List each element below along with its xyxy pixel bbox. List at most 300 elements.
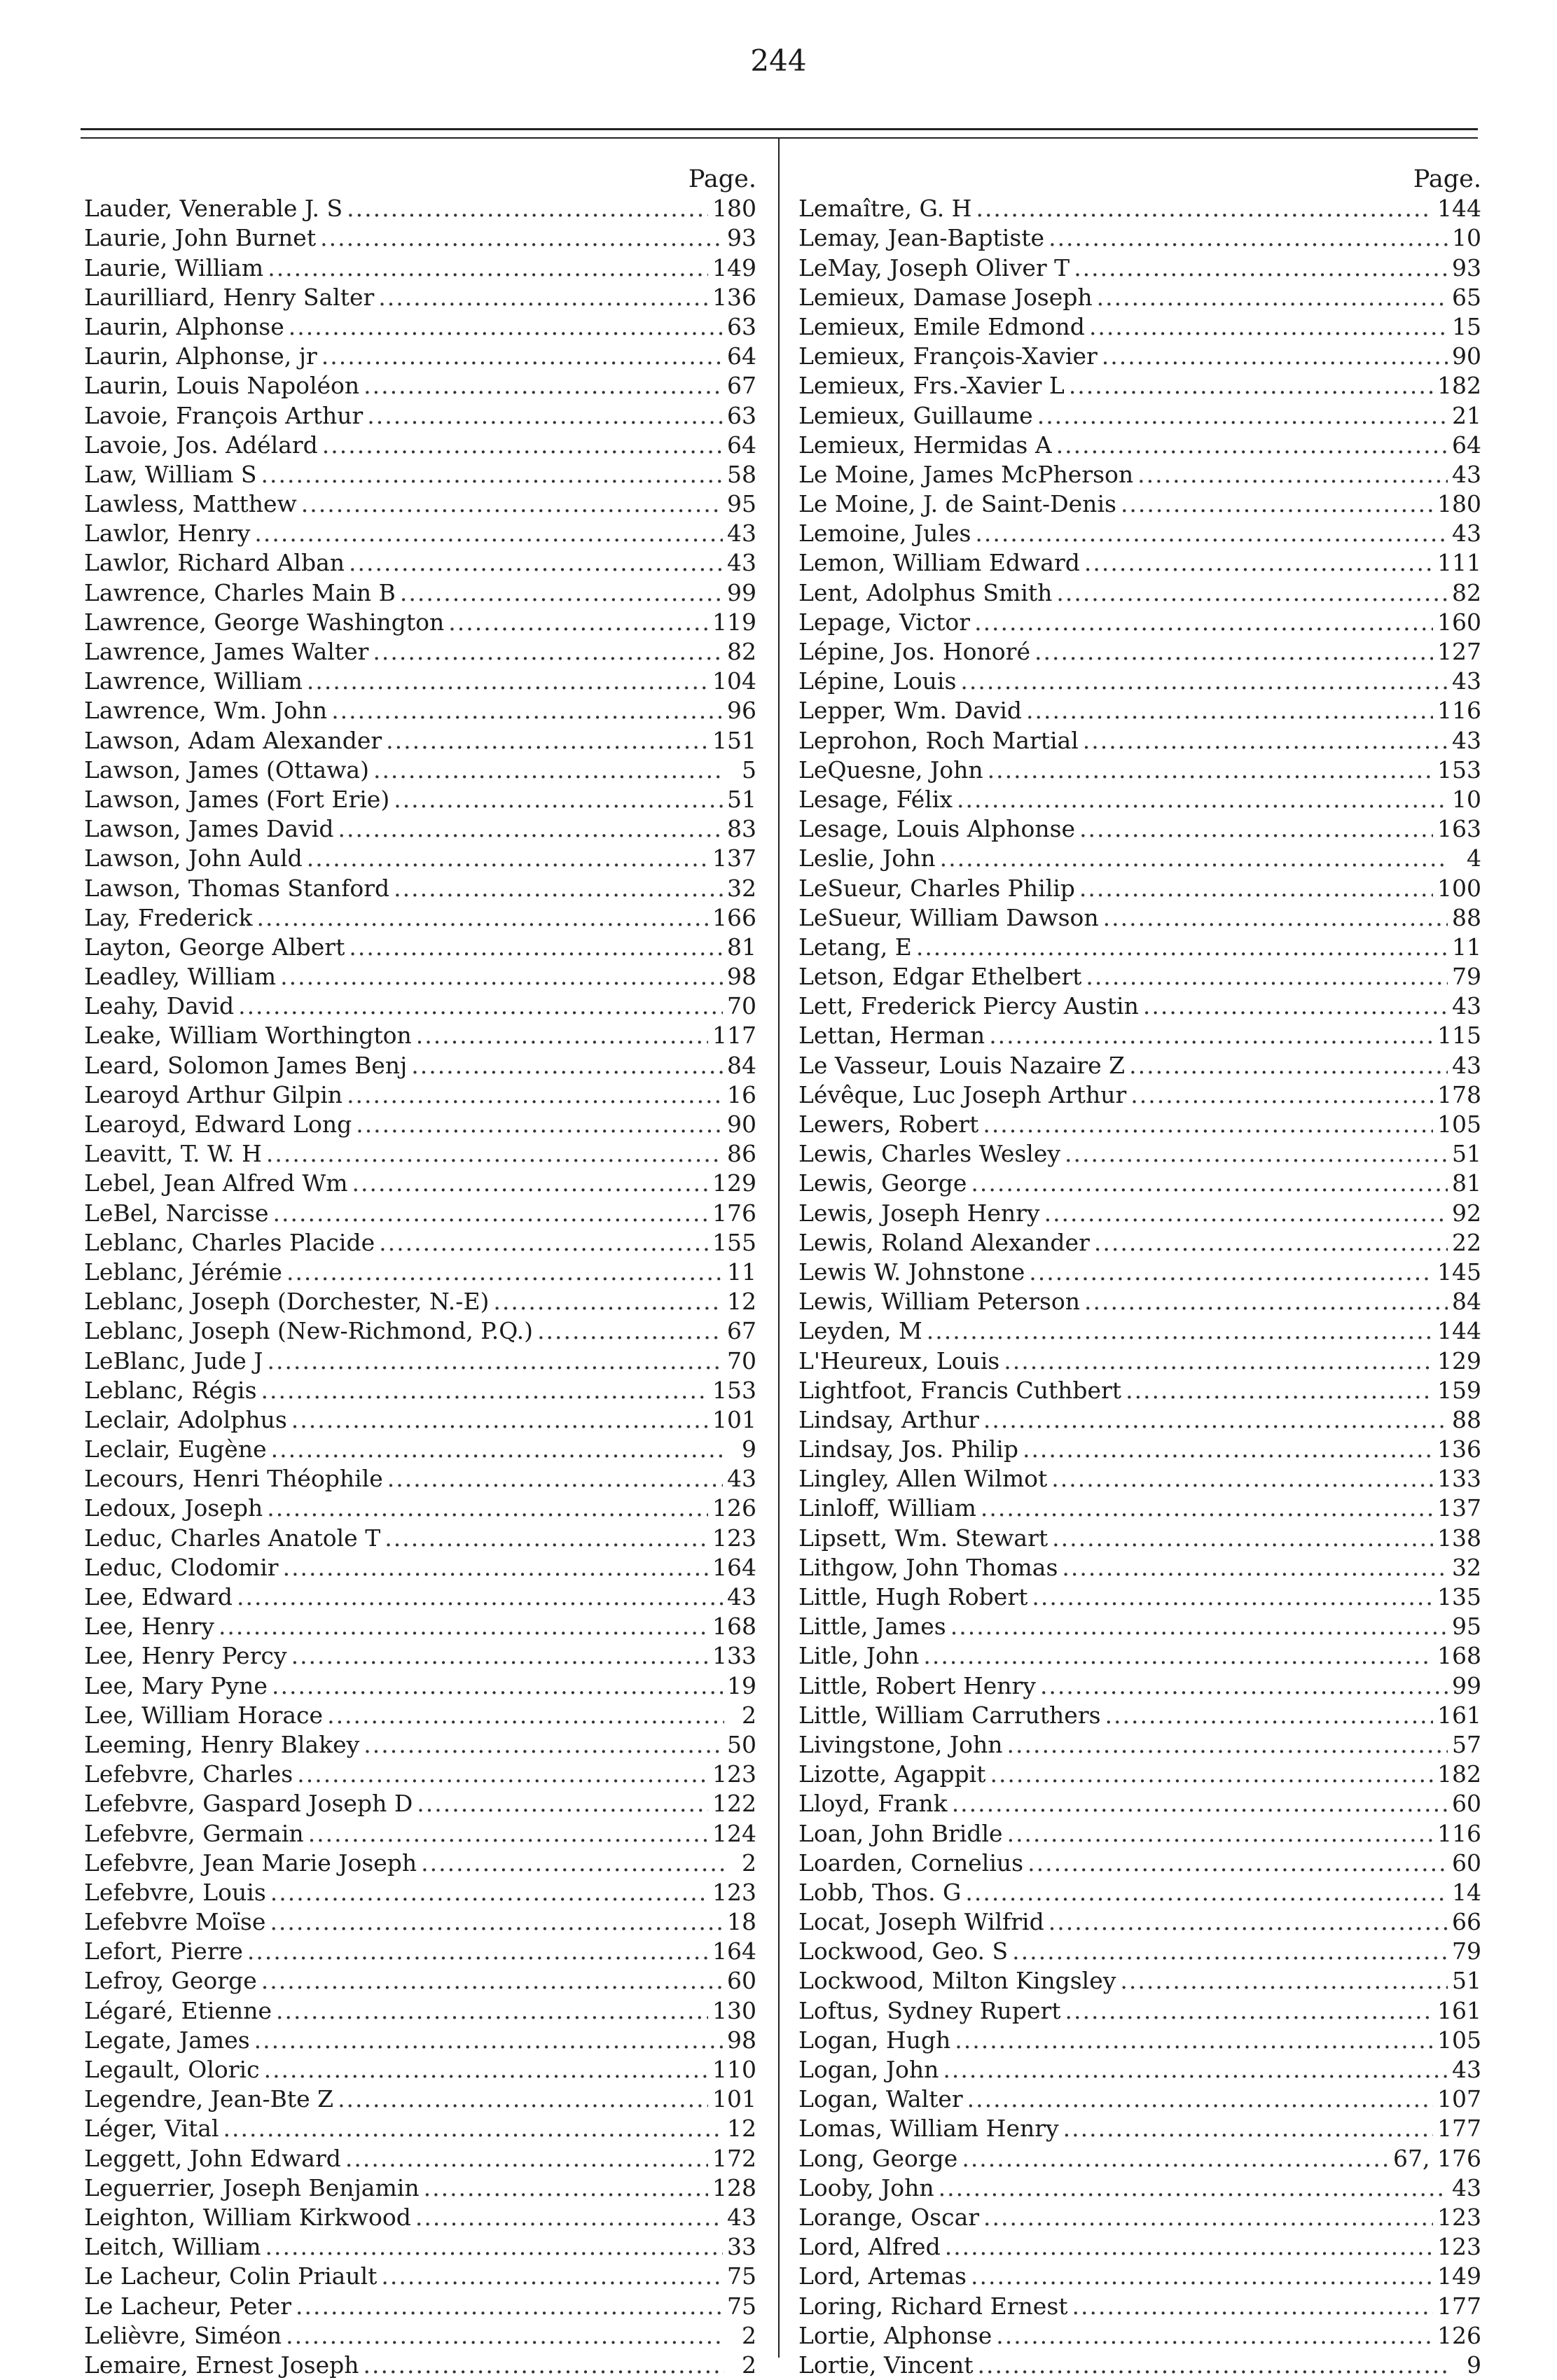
entry-page: 93 (1452, 253, 1481, 281)
index-entry (84, 431, 756, 460)
entry-name: Logan, Walter (798, 2085, 963, 2113)
entry-name: Lefebvre, Jean Marie Joseph (84, 1849, 417, 1877)
dot-leader (266, 1139, 723, 1169)
dot-leader (356, 1110, 723, 1139)
dot-leader (257, 903, 709, 933)
dot-leader (238, 991, 723, 1021)
entry-name: Lawson, James David (84, 815, 334, 843)
entry-name: Lefebvre, Louis (84, 1878, 266, 1906)
entry-name: Lawrence, William (84, 667, 303, 695)
entry-name: Layton, George Albert (84, 933, 345, 961)
entry-page: 67 (727, 1317, 756, 1345)
entry-page: 66 (1452, 1908, 1481, 1936)
dot-leader (989, 1021, 1433, 1050)
index-entry (798, 962, 1481, 991)
index-entry (84, 1199, 756, 1228)
index-entry (84, 1139, 756, 1169)
index-entry (798, 2026, 1481, 2055)
index-entry (798, 283, 1481, 312)
dot-leader (983, 1405, 1448, 1435)
dot-leader (1072, 2292, 1433, 2321)
entry-page: 14 (1452, 1878, 1481, 1906)
dot-leader (1137, 460, 1448, 489)
dot-leader (291, 1641, 708, 1671)
index-entry (798, 2351, 1481, 2380)
entry-name: Leblanc, Charles Placide (84, 1228, 375, 1256)
entry-name: Lawson, James (Fort Erie) (84, 785, 390, 813)
entry-page: 43 (1452, 992, 1481, 1020)
entry-page: 90 (727, 1111, 756, 1138)
entry-page: 43 (1452, 520, 1481, 548)
dot-leader (1037, 401, 1448, 431)
entry-page: 95 (727, 490, 756, 518)
entry-page: 180 (1437, 490, 1481, 518)
entry-name: Lee, Mary Pyne (84, 1671, 268, 1699)
entry-name: Lewers, Robert (798, 1111, 979, 1138)
index-entry (84, 2203, 756, 2232)
entry-name: Lobb, Thos. G (798, 1878, 962, 1906)
entry-page: 22 (1452, 1228, 1481, 1256)
entry-page: 119 (712, 608, 756, 636)
entry-page: 2 (742, 2351, 756, 2379)
entry-name: Little, Robert Henry (798, 1671, 1036, 1699)
index-entry (84, 2055, 756, 2085)
index-entry (84, 1316, 756, 1346)
entry-name: Leavitt, T. W. H (84, 1140, 262, 1168)
dot-leader (971, 2262, 1433, 2291)
index-entry (84, 991, 756, 1021)
entry-page: 98 (727, 2026, 756, 2054)
index-entry (84, 253, 756, 283)
dot-leader (386, 726, 708, 756)
entry-page: 104 (712, 667, 756, 695)
entry-name: Leard, Solomon James Benj (84, 1051, 408, 1079)
entry-page: 151 (712, 726, 756, 754)
entry-page: 83 (727, 815, 756, 843)
index-entry (798, 460, 1481, 489)
index-entry (798, 1110, 1481, 1139)
index-entry (84, 1051, 756, 1080)
entry-page: 12 (727, 2115, 756, 2143)
index-entry (84, 519, 756, 548)
dot-leader (268, 1346, 724, 1376)
entry-page: 110 (712, 2056, 756, 2083)
dot-leader (1056, 431, 1448, 460)
entry-page: 67 (727, 372, 756, 400)
index-entry (84, 756, 756, 785)
index-entry (84, 1228, 756, 1258)
entry-name: Legault, Oloric (84, 2056, 260, 2083)
entry-page: 161 (1437, 1996, 1481, 2024)
entry-page: 79 (1452, 1937, 1481, 1965)
index-entry (84, 2262, 756, 2291)
dot-leader (1097, 283, 1448, 312)
index-entry (798, 785, 1481, 814)
left-index-list (84, 194, 756, 2380)
entry-page: 155 (712, 1228, 756, 1256)
entry-name: Lefebvre, Charles (84, 1760, 293, 1788)
dot-leader (1074, 253, 1448, 283)
entry-name: Lawrence, George Washington (84, 608, 445, 636)
entry-name: Leadley, William (84, 963, 277, 991)
dot-leader (254, 519, 723, 548)
entry-name: Lee, William Horace (84, 1701, 324, 1729)
index-entry (84, 1996, 756, 2026)
dot-leader (286, 2321, 724, 2351)
index-entry (84, 1878, 756, 1907)
dot-leader (394, 874, 723, 903)
index-entry (84, 1524, 756, 1553)
index-entry (84, 1258, 756, 1287)
entry-name: LeBlanc, Jude J (84, 1346, 263, 1375)
entry-name: LeSueur, Charles Philip (798, 874, 1075, 902)
entry-page: 129 (712, 1169, 756, 1197)
dot-leader (320, 223, 723, 253)
dot-leader (493, 1287, 723, 1316)
entry-name: Lawlor, Richard Alban (84, 549, 345, 577)
entry-name: Lawson, Adam Alexander (84, 726, 382, 754)
index-entry (798, 637, 1481, 667)
entry-name: Lepage, Victor (798, 608, 971, 636)
entry-name: Lemon, William Edward (798, 549, 1080, 577)
dot-leader (307, 667, 708, 696)
entry-name: Leeming, Henry Blakey (84, 1730, 360, 1758)
entry-name: Lorange, Oscar (798, 2203, 980, 2231)
dot-leader (347, 1080, 723, 1110)
index-entry (84, 785, 756, 814)
dot-leader (940, 844, 1449, 873)
dot-leader (394, 785, 723, 814)
dot-leader (321, 342, 723, 371)
index-entry (798, 342, 1481, 371)
index-entry (798, 253, 1481, 283)
index-entry (798, 991, 1481, 1021)
dot-leader (1094, 1228, 1448, 1258)
entry-page: 88 (1452, 1405, 1481, 1433)
index-entry (84, 1612, 756, 1641)
entry-page: 138 (1437, 1524, 1481, 1552)
entry-page: 137 (712, 844, 756, 872)
dot-leader (1051, 1464, 1433, 1494)
index-entry (798, 1464, 1481, 1494)
entry-name: Lortie, Vincent (798, 2351, 974, 2379)
index-entry (798, 2292, 1481, 2321)
entry-page: 2 (742, 1701, 756, 1729)
index-entry (798, 1907, 1481, 1937)
dot-leader (1084, 1287, 1448, 1316)
dot-leader (960, 667, 1448, 696)
entry-name: Lemaire, Ernest Joseph (84, 2351, 359, 2379)
dot-leader (1103, 903, 1448, 933)
entry-name: Le Lacheur, Colin Priault (84, 2262, 378, 2290)
entry-page: 159 (1437, 1376, 1481, 1404)
index-entry (84, 1582, 756, 1612)
index-entry (798, 1671, 1481, 1701)
dot-leader (271, 1435, 724, 1464)
dot-leader (349, 548, 723, 578)
entry-page: 84 (727, 1051, 756, 1079)
dot-leader (261, 1966, 723, 1996)
entry-name: Lockwood, Milton Kingsley (798, 1967, 1116, 1995)
dot-leader (308, 1819, 708, 1849)
entry-name: Laurilliard, Henry Salter (84, 283, 375, 311)
index-entry (84, 401, 756, 431)
entry-name: Little, James (798, 1613, 946, 1641)
entry-page: 70 (727, 1346, 756, 1375)
index-entry (798, 1582, 1481, 1612)
entry-name: Lee, Henry Percy (84, 1642, 287, 1670)
index-entry (798, 1612, 1481, 1641)
entry-page: 100 (1437, 874, 1481, 902)
entry-name: Lawrence, Wm. John (84, 697, 328, 725)
index-entry (798, 1641, 1481, 1671)
dot-leader (983, 1110, 1433, 1139)
entry-page: 75 (727, 2292, 756, 2320)
entry-name: Lemoine, Jules (798, 520, 971, 548)
dot-leader (400, 578, 723, 608)
dot-leader (291, 1405, 708, 1435)
index-entry (84, 2351, 756, 2380)
entry-name: Lewis W. Johnstone (798, 1258, 1025, 1286)
index-entry (798, 1051, 1481, 1080)
entry-page: 164 (712, 1937, 756, 1965)
entry-name: Leggett, John Edward (84, 2144, 341, 2172)
dot-leader (283, 1553, 708, 1582)
entry-page: 163 (1437, 815, 1481, 843)
entry-page: 88 (1452, 903, 1481, 931)
entry-page: 101 (712, 2085, 756, 2113)
entry-name: Lewis, George (798, 1169, 967, 1197)
entry-name: Leduc, Clodomir (84, 1553, 279, 1581)
entry-page: 166 (712, 903, 756, 931)
dot-leader (264, 2055, 708, 2085)
index-entry (84, 223, 756, 253)
dot-leader (1032, 1582, 1433, 1612)
entry-page: 21 (1452, 401, 1481, 429)
entry-name: Lizotte, Agappit (798, 1760, 986, 1788)
dot-leader (916, 933, 1448, 962)
dot-leader (1040, 1671, 1448, 1701)
entry-page: 81 (727, 933, 756, 961)
entry-page: 137 (1437, 1494, 1481, 1522)
entry-page: 11 (727, 1258, 756, 1286)
entry-name: Lavoie, Jos. Adélard (84, 431, 318, 459)
index-entry (798, 1966, 1481, 1996)
dot-leader (975, 519, 1448, 548)
entry-name: Lent, Adolphus Smith (798, 578, 1053, 606)
dot-leader (273, 1199, 708, 1228)
entry-name: Le Lacheur, Peter (84, 2292, 291, 2320)
entry-name: Loan, John Bridle (798, 1819, 1003, 1847)
entry-name: Lomas, William Henry (798, 2115, 1059, 2143)
index-entry (84, 1435, 756, 1464)
dot-leader (286, 1258, 723, 1287)
dot-leader (1143, 991, 1448, 1021)
entry-name: Léger, Vital (84, 2115, 219, 2143)
entry-name: Lord, Artemas (798, 2262, 967, 2290)
entry-name: Leprohon, Roch Martial (798, 726, 1079, 754)
dot-leader (373, 756, 724, 785)
entry-name: Lévêque, Luc Joseph Arthur (798, 1080, 1127, 1108)
dot-leader (347, 194, 708, 223)
dot-leader (379, 1228, 708, 1258)
index-entry (84, 2114, 756, 2143)
dot-leader (301, 489, 723, 519)
entry-name: Leighton, William Kirkwood (84, 2203, 411, 2231)
dot-leader (265, 2232, 724, 2262)
index-entry (84, 2173, 756, 2203)
index-entry (84, 844, 756, 873)
entry-name: Lipsett, Wm. Stewart (798, 1524, 1049, 1552)
entry-name: Lefroy, George (84, 1967, 257, 1995)
entry-page: 79 (1452, 963, 1481, 991)
entry-name: Leahy, David (84, 992, 235, 1020)
index-entry (798, 1819, 1481, 1849)
entry-page: 168 (712, 1613, 756, 1641)
entry-page: 123 (1437, 2233, 1481, 2261)
entry-name: Loring, Richard Ernest (798, 2292, 1068, 2320)
index-entry (84, 667, 756, 696)
entry-name: Lortie, Alphonse (798, 2321, 992, 2349)
index-entry (798, 1435, 1481, 1464)
entry-name: Lawson, James (Ottawa) (84, 756, 369, 784)
dot-leader (945, 2232, 1433, 2262)
dot-leader (268, 253, 708, 283)
index-entry (84, 637, 756, 667)
dot-leader (1120, 1966, 1448, 1996)
index-entry (84, 933, 756, 962)
entry-name: Lefort, Pierre (84, 1937, 243, 1965)
index-entry (798, 1169, 1481, 1198)
entry-page: 130 (712, 1996, 756, 2024)
entry-name: Loarden, Cornelius (798, 1849, 1024, 1877)
index-entry (84, 194, 756, 223)
entry-name: Lépine, Louis (798, 667, 957, 695)
entry-page: 58 (727, 460, 756, 488)
index-entry (84, 1287, 756, 1316)
entry-page: 92 (1452, 1199, 1481, 1227)
dot-leader (270, 1878, 708, 1907)
entry-name: Leclair, Eugène (84, 1435, 267, 1463)
entry-name: Laurie, John Burnet (84, 224, 317, 252)
index-entry (798, 312, 1481, 342)
dot-leader (247, 1937, 708, 1966)
dot-leader (411, 1051, 723, 1080)
entry-name: Lemieux, Hermidas A (798, 431, 1052, 459)
index-entry (798, 1701, 1481, 1730)
entry-page: 136 (1437, 1435, 1481, 1463)
entry-page: 32 (727, 874, 756, 902)
entry-page: 43 (727, 2203, 756, 2231)
index-entry (84, 814, 756, 844)
index-entry (798, 814, 1481, 844)
dot-leader (950, 1612, 1448, 1641)
index-entry (798, 726, 1481, 756)
entry-page: 70 (727, 992, 756, 1020)
dot-leader (364, 1730, 723, 1760)
index-entry (798, 519, 1481, 548)
dot-leader (421, 1849, 724, 1878)
index-entry (84, 696, 756, 725)
entry-name: Lewis, William Peterson (798, 1288, 1081, 1316)
entry-page: 9 (742, 1435, 756, 1463)
entry-name: LeQuesne, John (798, 756, 983, 784)
entry-page: 153 (712, 1376, 756, 1404)
entry-page: 63 (727, 401, 756, 429)
entry-name: Leblanc, Régis (84, 1376, 257, 1404)
index-entry (798, 1878, 1481, 1907)
index-entry (798, 194, 1481, 223)
entry-page: 99 (1452, 1671, 1481, 1699)
entry-name: Lebel, Jean Alfred Wm (84, 1169, 348, 1197)
dot-leader (957, 785, 1448, 814)
dot-leader (364, 371, 723, 401)
dot-leader (345, 2144, 708, 2173)
entry-name: Litle, John (798, 1642, 920, 1670)
index-entry (84, 1760, 756, 1789)
entry-name: Leblanc, Joseph (Dorchester, N.-E) (84, 1288, 490, 1316)
entry-page: 164 (712, 1553, 756, 1581)
dot-leader (1004, 1346, 1433, 1376)
index-entry (798, 1258, 1481, 1287)
dot-leader (1069, 371, 1433, 401)
entry-page: 2 (742, 2321, 756, 2349)
right-column (798, 165, 1481, 2380)
page-column-heading: Page. (1413, 165, 1481, 193)
index-entry (798, 2321, 1481, 2351)
entry-page: 43 (1452, 460, 1481, 488)
index-entry (798, 608, 1481, 637)
entry-name: Ledoux, Joseph (84, 1494, 263, 1522)
dot-leader (364, 2351, 724, 2380)
index-entry (84, 726, 756, 756)
entry-page: 43 (1452, 726, 1481, 754)
entry-page: 50 (727, 1730, 756, 1758)
dot-leader (381, 2262, 723, 2291)
entry-name: Lemieux, Frs.-Xavier L (798, 372, 1065, 400)
dot-leader (349, 933, 723, 962)
entry-page: 168 (1437, 1642, 1481, 1670)
entry-page: 177 (1437, 2292, 1481, 2320)
index-entry (84, 1819, 756, 1849)
index-entry (798, 401, 1481, 431)
dot-leader (270, 1907, 723, 1937)
entry-page: 133 (1437, 1465, 1481, 1493)
dot-leader (983, 2203, 1433, 2232)
entry-page: 51 (1452, 1140, 1481, 1168)
entry-page: 95 (1452, 1613, 1481, 1641)
index-entry (84, 1701, 756, 1730)
dot-leader (967, 2085, 1433, 2114)
entry-name: Le Moine, J. de Saint-Denis (798, 490, 1116, 518)
entry-name: Lindsay, Jos. Philip (798, 1435, 1018, 1463)
entry-name: Little, William Carruthers (798, 1701, 1101, 1729)
entry-page: 64 (1452, 431, 1481, 459)
entry-name: Lettan, Herman (798, 1022, 985, 1050)
index-entry (798, 1494, 1481, 1523)
index-entry (798, 2085, 1481, 2114)
entry-page: 149 (1437, 2262, 1481, 2290)
page-column-heading: Page. (688, 165, 756, 193)
index-entry (798, 2173, 1481, 2203)
dot-leader (385, 1524, 708, 1553)
dot-leader (261, 1376, 708, 1405)
dot-leader (352, 1169, 708, 1198)
index-entry (84, 548, 756, 578)
index-entry (798, 1553, 1481, 1582)
index-entry (798, 2114, 1481, 2143)
entry-page: 82 (1452, 578, 1481, 606)
